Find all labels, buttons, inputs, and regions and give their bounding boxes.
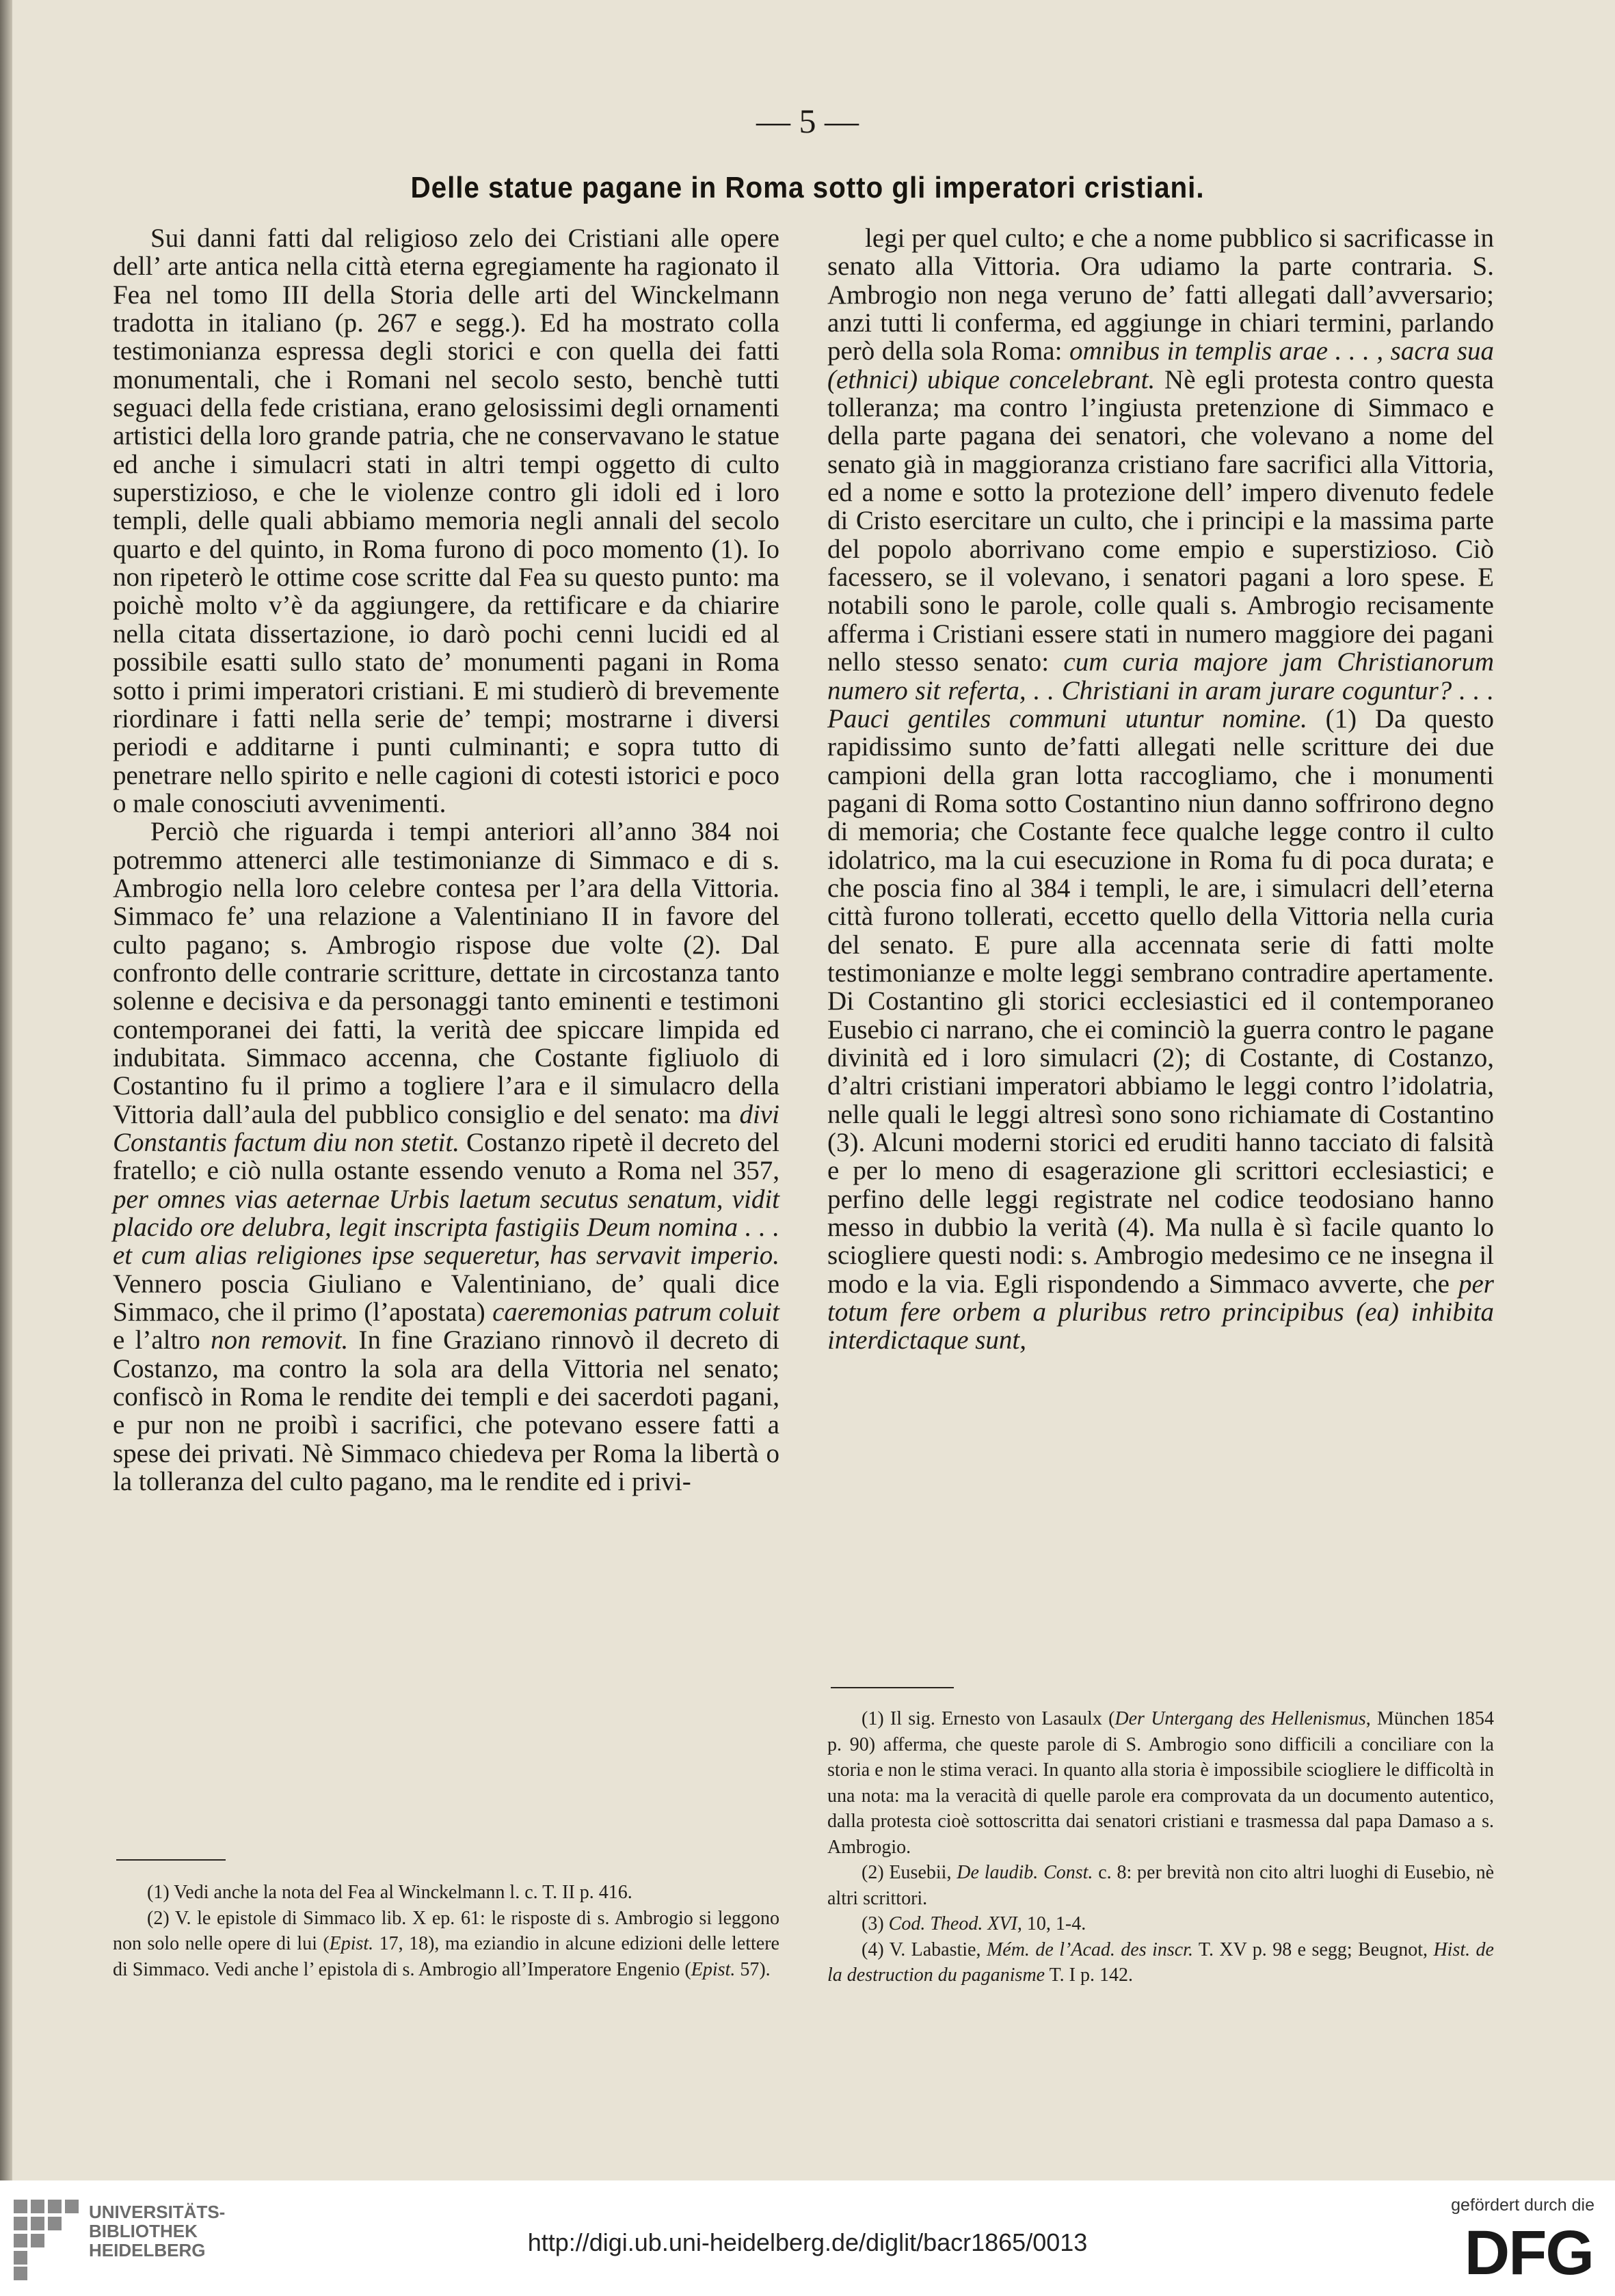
paragraph: Sui danni fatti dal religioso zelo dei Cristiani alle opere dell’ arte antica nella città eterna egregiamente ha ragionato il Fea nel tomo III della Storia delle arti del Winckelmann tradotta in italiano (p. 267 e segg.). Ed ha mostrato colla testimonianza espressa degli storici e con quella dei fatti monumentali, che i Romani nel secolo sesto, benchè tutti seguaci della fede cristiana, erano gelosissimi degli ornamenti artistici della loro grande patria, che ne conservavano le statue ed anche i simulacri stati in altri tempi oggetto di culto superstizioso, e che le violenze contro gli idoli ed i loro templi, delle quali abbiamo memoria negli annali del secolo quarto e del quinto, in Roma furono di poco momento (1). Io non ripeterò le ottime cose scritte dal Fea su questo punto: ma poichè molto v’è da aggiungere, da rettificare e da chiarire nella citata dissertazione, io darò pochi cenni lucidi ed al possibile esatti sullo stato de’ monumenti pagani in Roma sotto i primi imperatori cristiani. E mi studierò di brevemente riordinare i fatti nella serie de’ tempi; mostrarne i diversi periodi e additarne i punti culminanti; e sopra tutto di penetrare nello spirito e nelle cagioni di cotesti istorici e poco o male conosciuti avvenimenti. <box>113 224 779 818</box>
footnote-separator-left <box>116 1859 226 1861</box>
footnotes-left <box>113 1880 779 1982</box>
dfg-logo[interactable]: DFG <box>1464 2218 1593 2288</box>
paragraph: Perciò che riguarda i tempi anteriori all’anno 384 noi potremmo attenerci alle testimonianze di Simmaco e di s. Ambrogio nella loro celebre contesa per l’ara della Vittoria. Simmaco fe’ una relazione a Valentiniano II in favore del culto pagano; s. Ambrogio rispose due volte (2). Dal confronto delle contrarie scritture, dettate in circostanza tanto solenne e decisiva e da personaggi tanto eminenti e testimoni contemporanei dei fatti, la verità dee spiccare limpida ed indubitata. Simmaco accenna, che Costante figliuolo di Costantino fu il primo a togliere l’ara e il simulacro della Vittoria dall’aula del pubblico consiglio e del senato: ma divi Constantis factum diu non stetit. Costanzo ripetè il decreto del fratello; e ciò nulla ostante essendo venuto a Roma nel 357, per omnes vias aeternae Urbis laetum secutus senatum, vidit placido ore delubra, legit inscripta fastigiis Deum nomina . . . et cum alias religiones ipse sequeretur, has servavit imperio. Vennero poscia Giuliano e Valentiniano, de’ quali dice Simmaco, che il primo (l’apostata) caeremonias patrum coluit e l’altro non removit. In fine Graziano rinnovò il decreto di Costanzo, ma contro la sola ara della Vittoria nel senato; confiscò in Roma le rendite dei templi e dei sacerdoti pagani, e pur non ne proibì i sacrifici, che potevano essere fatti a spese dei privati. Nè Simmaco chiedeva per Roma la libertà o la tolleranza del culto pagano, ma le rendite ed i privi- <box>113 817 779 1497</box>
library-name-line1: UNIVERSITÄTS- <box>89 2202 226 2222</box>
library-name-line3: HEIDELBERG <box>89 2240 206 2260</box>
footnote: (4) V. Labastie, Mém. de l’Acad. des inscr. T. XV p. 98 e segg; Beugnot, Hist. de la destruction du paganisme T. I p. 142. <box>827 1939 1494 1986</box>
footnotes-right <box>827 1706 1494 1988</box>
library-name-line2: BIBLIOTHEK <box>89 2221 198 2241</box>
text-column-right <box>827 224 1494 1355</box>
footnote: (2) Eusebii, De laudib. Const. c. 8: per brevità non cito altri luoghi di Eusebio, nè altri scrittori. <box>827 1862 1495 1909</box>
footnote-separator-right <box>831 1687 954 1688</box>
funded-by-label: gefördert durch die <box>1451 2196 1594 2215</box>
page-number: — 5 — <box>756 102 859 140</box>
footnote: (1) Vedi anche la nota del Fea al Winckelmann l. c. T. II p. 416. <box>147 1882 632 1903</box>
footnote: (2) V. le epistole di Simmaco lib. X ep. 61: le risposte di s. Ambrogio si leggono non solo nelle opere di lui (Epist. 17, 18), ma eziandio in alcune edizioni delle lettere di Simmaco. Vedi anche l’ epistola di s. Ambrogio all’Imperatore Engenio (Epist. 57). <box>113 1907 779 1980</box>
source-url-link[interactable]: http://digi.ub.uni-heidelberg.de/diglit/bacr1865/0013 <box>527 2228 1088 2256</box>
book-spine-shadow <box>0 0 12 2180</box>
paragraph: legi per quel culto; e che a nome pubblico si sacrificasse in senato alla Vittoria. Ora udiamo la parte contraria. S. Ambrogio non nega veruno de’ fatti allegati dall’avversario; anzi tutti li conferma, ed aggiunge in chiari termini, parlando però della sola Roma: omnibus in templis arae . . . , sacra sua (ethnici) ubique concelebrant. Nè egli protesta contro questa tolleranza; ma contro l’ingiusta pretenzione di Simmaco e della parte pagana dei senatori, che volevano a nome del senato già in maggioranza cristiano fare sacrifici alla Vittoria, ed a nome e sotto la protezione dell’ impero divenuto fedele di Cristo esercitare un culto, che i principi e la massima parte del popolo aborrivano come empio e superstizioso. Ciò facessero, se il volevano, i senatori pagani a loro spese. E notabili sono le parole, colle quali s. Ambrogio recisamente afferma i Cristiani essere stati in numero maggiore dei pagani nello stesso senato: cum curia majore jam Christianorum numero sit referta, . . Christiani in aram jurare coguntur? . . . Pauci gentiles communi utuntur nomine. (1) Da questo rapidissimo sunto de’fatti allegati nelle scritture dei due campioni della gran lotta raccogliamo, che i monumenti pagani di Roma sotto Costantino niun danno soffrirono degno di memoria; che Costante fece qualche legge contro il culto idolatrico, ma la cui esecuzione in Roma fu di poca durata; e che poscia fino al 384 i templi, le are, i simulacri dell’eterna città furono tollerati, eccetto quello della Vittoria nella curia del senato. E pure alla accennata serie di fatti molte testimonianze e molte leggi sembrano contradire apertamente. Di Costantino gli storici ecclesiastici ed il contemporaneo Eusebio ci narrano, che ei cominciò la guerra contro le pagane divinità ed i loro simulacri (2); di Costante, di Costanzo, d’altri cristiani imperatori abbiamo le leggi contro l’idolatria, nelle quali le leggi altresì sono sono richiamate di Costantino (3). Alcuni moderni storici ed eruditi hanno tacciato di falsità e per lo meno di esagerazione gli scrittori ecclesiastici; e perfino delle leggi registrate nel codice teodosiano hanno messo in dubbio la verità (4). Ma nulla è sì facile quanto lo sciogliere questi nodi: s. Ambrogio medesimo ce ne insegna il modo e la via. Egli rispondendo a Simmaco avverte, che per totum fere orbem a pluribus retro principibus (ea) inhibita interdictaque sunt, <box>827 224 1495 1355</box>
footnote: (1) Il sig. Ernesto von Lasaulx (Der Untergang des Hellenismus, München 1854 p. 90) afferma, che queste parole di S. Ambrogio sono difficili a conciliare con la storia e non le stima veraci. In quanto alla storia è impossibile sciogliere le difficoltà in una nota: ma la veracità di quelle parole era comprovata da un documento autentico, dalla protesta cioè sottoscritta dai senatori cristiani e trasmessa dal papa Damaso a s. Ambrogio. <box>827 1708 1494 1858</box>
viewer-footer <box>0 2180 1615 2296</box>
footnote: (3) Cod. Theod. XVI, 10, 1-4. <box>862 1913 1086 1934</box>
text-column-left <box>113 224 779 1496</box>
article-title: Delle statue pagane in Roma sotto gli imperatori cristiani. <box>410 171 1205 204</box>
